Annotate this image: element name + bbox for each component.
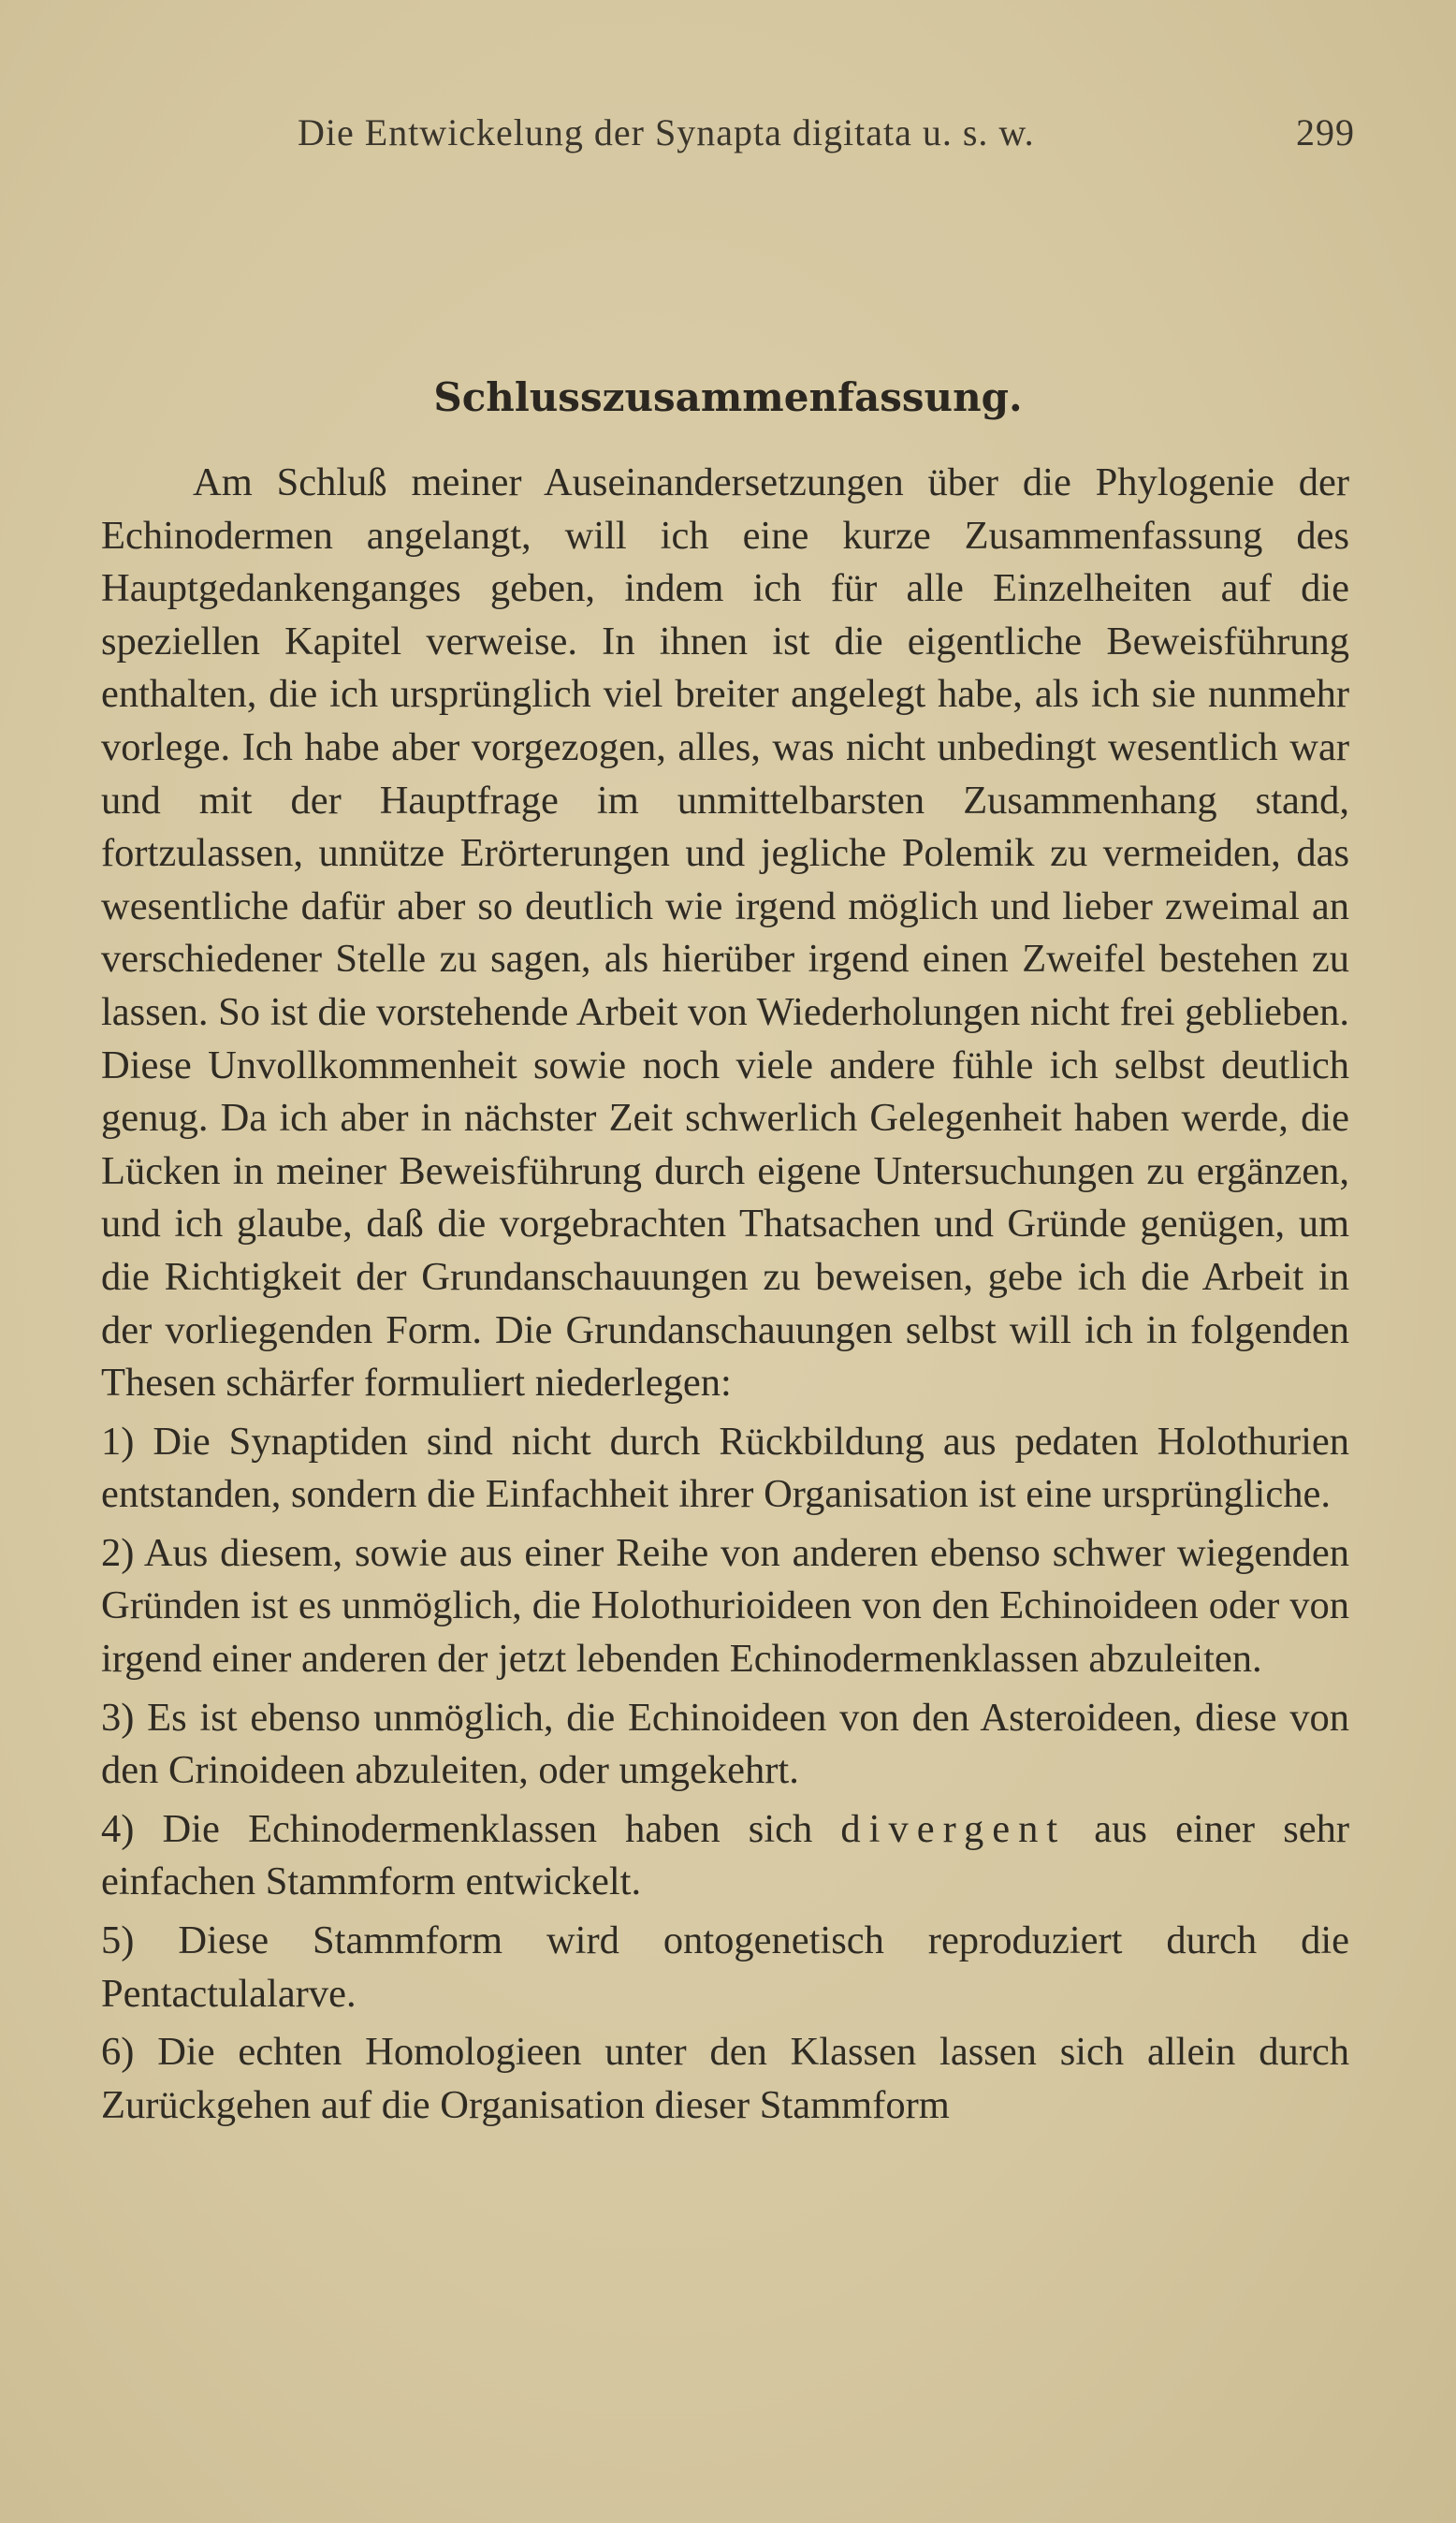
running-title: Die Entwickelung der Synapta digitata u. s. w.: [298, 111, 1035, 153]
thesis-1: 1) Die Synaptiden sind nicht durch Rückbildung aus pedaten Holothurien entstanden, sondern die Einfachheit ihrer Organisation ist eine ursprüngliche.: [101, 1419, 1349, 1517]
section-heading: Schlusszusammenfassung.: [433, 374, 1023, 420]
thesis-4-after: aus einer sehr einfachen Stammform entwickelt.: [101, 1806, 1349, 1904]
body-text: [101, 457, 1349, 2132]
page-number: 299: [1296, 111, 1355, 153]
thesis-4: [101, 1803, 1349, 1909]
thesis-5: 5) Diese Stammform wird ontogenetisch reproduziert durch die Pentactulalarve.: [101, 1918, 1349, 2016]
thesis-4-emphasis: divergent: [840, 1806, 1067, 1851]
thesis-3: 3) Es ist ebenso unmöglich, die Echinoideen von den Asteroideen, diese von den Crinoideen abzuleiten, oder umgekehrt.: [101, 1695, 1349, 1793]
thesis-6: 6) Die echten Homologieen unter den Klassen lassen sich allein durch Zurückgehen auf die Organisation dieser Stammform: [101, 2030, 1349, 2127]
intro-paragraph: Am Schluß meiner Auseinandersetzungen über die Phylogenie der Echinodermen angelangt, will ich eine kurze Zusammenfassung des Hauptgedankenganges geben, indem ich für alle Einzelheiten auf die speziellen Kapitel verweise. In ihnen ist die eigentliche Beweisführung enthalten, die ich ursprünglich viel breiter angelegt habe, als ich sie nunmehr vorlege. Ich habe aber vorgezogen, alles, was nicht unbedingt wesentlich war und mit der Hauptfrage im unmittelbarsten Zusammenhang stand, fortzulassen, unnütze Erörterungen und jegliche Polemik zu vermeiden, das wesentliche dafür aber so deutlich wie irgend möglich und lieber zweimal an verschiedener Stelle zu sagen, als hierüber irgend einen Zweifel bestehen zu lassen. So ist die vorstehende Arbeit von Wiederholungen nicht frei geblieben. Diese Unvollkommenheit sowie noch viele andere fühle ich selbst deutlich genug. Da ich aber in nächster Zeit schwerlich Gelegenheit haben werde, die Lücken in meiner Beweisführung durch eigene Untersuchungen zu ergänzen, und ich glaube, daß die vorgebrachten Thatsachen und Gründe genügen, um die Richtigkeit der Grundanschauungen zu beweisen, gebe ich die Arbeit in der vorliegenden Form. Die Grundanschauungen selbst will ich in folgenden Thesen schärfer formuliert niederlegen:: [101, 460, 1349, 1406]
thesis-4-before: 4) Die Echinodermenklassen haben sich: [101, 1806, 813, 1851]
thesis-2: 2) Aus diesem, sowie aus einer Reihe von anderen ebenso schwer wiegenden Gründen ist es unmöglich, die Holothurioideen von den Echinoideen oder von irgend einer anderen der jetzt lebenden Echinodermenklassen abzuleiten.: [101, 1530, 1349, 1682]
